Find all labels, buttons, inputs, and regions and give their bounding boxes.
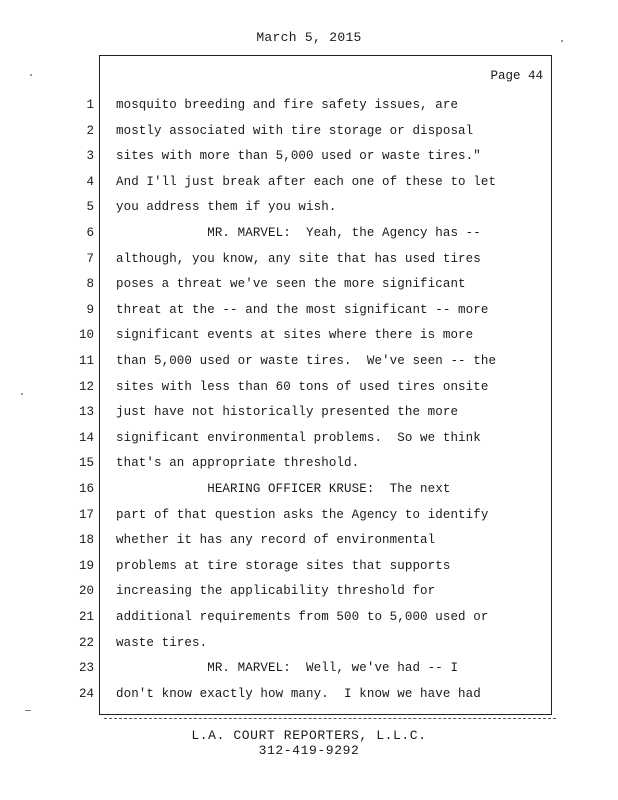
- line-number: 12: [78, 380, 94, 394]
- line-number: 8: [86, 277, 94, 291]
- scan-speck: [561, 40, 563, 42]
- line-text: part of that question asks the Agency to identify: [116, 508, 489, 522]
- line-number: 9: [86, 303, 94, 317]
- line-number: 6: [86, 226, 94, 240]
- line-number: 10: [78, 328, 94, 342]
- footer-company: L.A. COURT REPORTERS, L.L.C.: [191, 728, 427, 743]
- line-number: 20: [78, 584, 94, 598]
- scan-speck: [30, 74, 32, 76]
- line-number: 2: [86, 124, 94, 138]
- line-number: 4: [86, 175, 94, 189]
- line-number: 13: [78, 405, 94, 419]
- line-number: 7: [86, 252, 94, 266]
- line-text: MR. MARVEL: Yeah, the Agency has --: [116, 226, 481, 240]
- line-text: increasing the applicability threshold for: [116, 584, 436, 598]
- line-text: that's an appropriate threshold.: [116, 456, 360, 470]
- line-text: HEARING OFFICER KRUSE: The next: [116, 482, 451, 496]
- line-number: 24: [78, 687, 94, 701]
- line-text: And I'll just break after each one of these to let: [116, 175, 497, 189]
- line-number: 23: [78, 661, 94, 675]
- footer-phone: 312-419-9292: [258, 743, 360, 758]
- line-text: poses a threat we've seen the more significant: [116, 277, 466, 291]
- line-number: 17: [78, 508, 94, 522]
- line-number: 18: [78, 533, 94, 547]
- scan-speck: [25, 710, 31, 711]
- line-text: whether it has any record of environmental: [116, 533, 436, 547]
- header-date: March 5, 2015: [256, 30, 362, 45]
- line-text: than 5,000 used or waste tires. We've seen -- the: [116, 354, 497, 368]
- line-number: 15: [78, 456, 94, 470]
- line-text: you address them if you wish.: [116, 200, 337, 214]
- line-text: mostly associated with tire storage or disposal: [116, 124, 474, 138]
- page-number: Page 44: [490, 69, 543, 83]
- line-number: 21: [78, 610, 94, 624]
- line-text: problems at tire storage sites that supports: [116, 559, 451, 573]
- line-number: 22: [78, 636, 94, 650]
- line-number: 16: [78, 482, 94, 496]
- line-text: mosquito breeding and fire safety issues, are: [116, 98, 459, 112]
- line-number: 19: [78, 559, 94, 573]
- scan-speck: [21, 393, 23, 395]
- line-number: 11: [78, 354, 94, 368]
- line-number: 14: [78, 431, 94, 445]
- line-text: waste tires.: [116, 636, 208, 650]
- line-text: don't know exactly how many. I know we have had: [116, 687, 481, 701]
- line-text: additional requirements from 500 to 5,000 used or: [116, 610, 489, 624]
- line-text: just have not historically presented the more: [116, 405, 459, 419]
- line-number: 5: [86, 200, 94, 214]
- line-text: although, you know, any site that has used tires: [116, 252, 481, 266]
- line-text: threat at the -- and the most significant -- more: [116, 303, 489, 317]
- line-number: 1: [86, 98, 94, 112]
- line-number: 3: [86, 149, 94, 163]
- line-text: sites with more than 5,000 used or waste tires.": [116, 149, 481, 163]
- line-text: MR. MARVEL: Well, we've had -- I: [116, 661, 459, 675]
- line-text: significant events at sites where there is more: [116, 328, 474, 342]
- line-text: significant environmental problems. So we think: [116, 431, 481, 445]
- line-text: sites with less than 60 tons of used tires onsite: [116, 380, 489, 394]
